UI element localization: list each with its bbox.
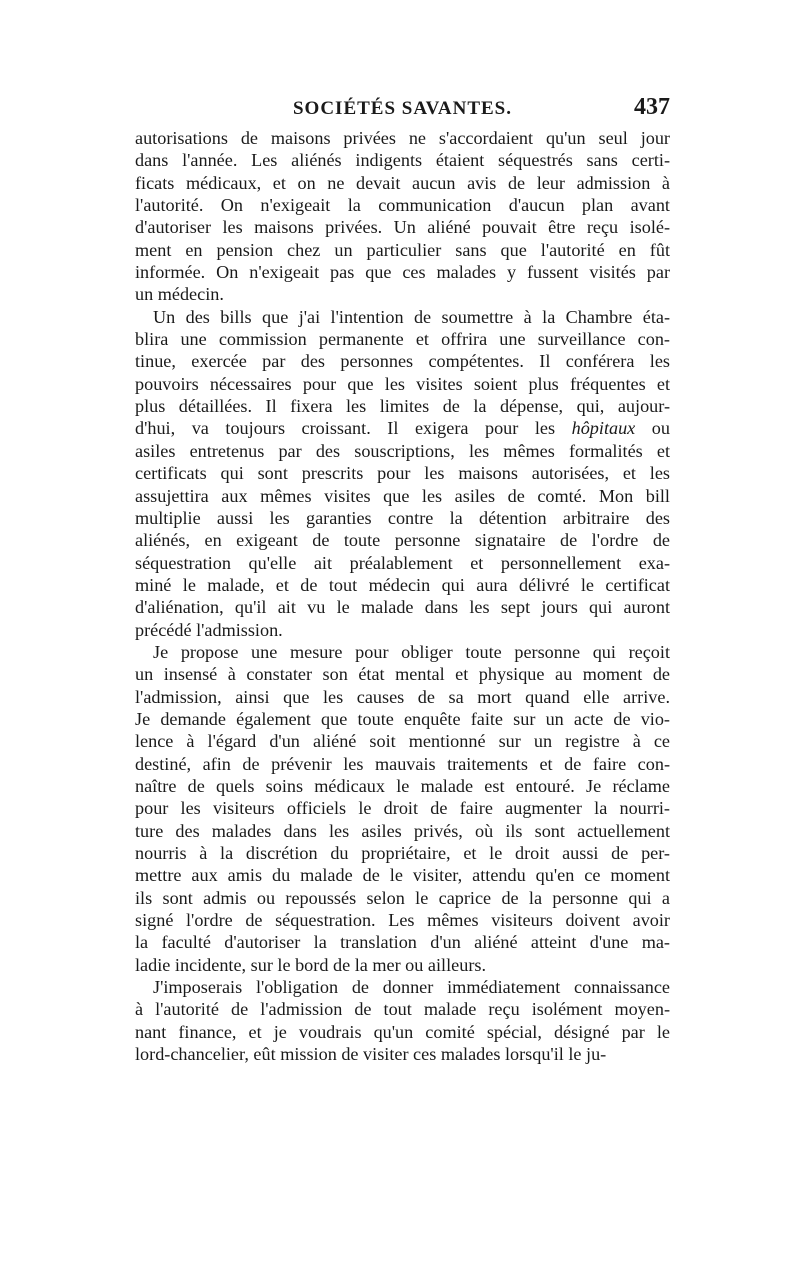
text-line: J'imposerais l'obligation de donner immédiatement connaissance bbox=[153, 977, 670, 998]
text-line: aliénés, en exigeant de toute personne signataire de l'ordre de bbox=[135, 530, 670, 551]
text-line: naître de quels soins médicaux le malade est entouré. Je réclame bbox=[135, 775, 670, 796]
running-head: SOCIÉTÉS SAVANTES. bbox=[292, 98, 512, 119]
page-header bbox=[135, 94, 670, 126]
text-line: certificats qui sont prescrits pour les maisons autorisées, et les bbox=[135, 463, 670, 484]
text-line: blira une commission permanente et offrira une surveillance con- bbox=[135, 329, 670, 350]
text-line: un insensé à constater son état mental et physique au moment de bbox=[135, 664, 670, 685]
text-line: lence à l'égard d'un aliéné soit mentionné sur un registre à ce bbox=[135, 731, 670, 752]
text-line: d'autoriser les maisons privées. Un aliéné pouvait être reçu isolé- bbox=[135, 217, 670, 238]
text-line: plus détaillées. Il fixera les limites de la dépense, qui, aujour- bbox=[135, 396, 670, 417]
text-line: Je demande également que toute enquête faite sur un acte de vio- bbox=[135, 708, 670, 729]
text-line: mettre aux amis du malade de le visiter, attendu qu'en ce moment bbox=[135, 865, 670, 886]
text-line: autorisations de maisons privées ne s'accordaient qu'un seul jour bbox=[135, 128, 670, 148]
text-line: d'hui, va toujours croissant. Il exigera pour les hôpitaux ou bbox=[135, 418, 670, 439]
paragraph bbox=[135, 306, 670, 641]
text-line: ture des malades dans les asiles privés, où ils sont actuellement bbox=[135, 820, 670, 841]
paragraph bbox=[135, 127, 670, 306]
text-line: ficats médicaux, et on ne devait aucun avis de leur admission à bbox=[135, 172, 670, 193]
text-line: multiplie aussi les garanties contre la détention arbitraire des bbox=[135, 507, 670, 528]
text-line: Un des bills que j'ai l'intention de soumettre à la Chambre éta- bbox=[153, 306, 670, 327]
text-line: nant finance, et je voudrais qu'un comité spécial, désigné par le bbox=[135, 1021, 670, 1042]
text-line: miné le malade, et de tout médecin qui aura délivré le certificat bbox=[135, 574, 670, 595]
text-line: un médecin. bbox=[135, 284, 224, 305]
text-line: Je propose une mesure pour obliger toute personne qui reçoit bbox=[153, 641, 670, 662]
text-line: d'aliénation, qu'il ait vu le malade dans les sept jours qui auront bbox=[135, 597, 670, 618]
text-line: destiné, afin de prévenir les mauvais traitements et de faire con- bbox=[135, 753, 670, 774]
text-line: nourris à la discrétion du propriétaire, et le droit aussi de per- bbox=[135, 843, 670, 863]
text-line: séquestration qu'elle ait préalablement et personnellement exa- bbox=[135, 552, 670, 573]
paragraph bbox=[135, 976, 670, 1065]
text-line: pouvoirs nécessaires pour que les visites soient plus fréquentes et bbox=[135, 373, 670, 394]
text-line: ment en pension chez un particulier sans que l'autorité en fût bbox=[135, 239, 670, 260]
text-line: l'autorité. On n'exigeait la communication d'aucun plan avant bbox=[135, 195, 670, 216]
paragraph bbox=[135, 641, 670, 976]
page-number: 437 bbox=[634, 94, 670, 120]
text-line: précédé l'admission. bbox=[135, 619, 283, 640]
text-line: assujettira aux mêmes visites que les asiles de comté. Mon bill bbox=[135, 485, 670, 506]
text-line: asiles entretenus par des souscriptions, les mêmes formalités et bbox=[135, 440, 670, 461]
text-line: à l'autorité de l'admission de tout malade reçu isolément moyen- bbox=[135, 999, 670, 1020]
text-line: ladie incidente, sur le bord de la mer ou ailleurs. bbox=[135, 954, 486, 975]
text-line: signé l'ordre de séquestration. Les mêmes visiteurs doivent avoir bbox=[135, 910, 670, 931]
text-line: pour les visiteurs officiels le droit de faire augmenter la nourri- bbox=[135, 798, 670, 819]
text-line: la faculté d'autoriser la translation d'un aliéné atteint d'une ma- bbox=[135, 932, 670, 953]
text-line: l'admission, ainsi que les causes de sa mort quand elle arrive. bbox=[135, 686, 670, 707]
body-text bbox=[135, 127, 670, 1065]
text-line: informée. On n'exigeait pas que ces malades y fussent visités par bbox=[135, 262, 670, 283]
text-line: ils sont admis ou repoussés selon le caprice de la personne qui a bbox=[135, 887, 670, 908]
text-line: tinue, exercée par des personnes compétentes. Il conférera les bbox=[135, 351, 670, 372]
text-line: lord-chancelier, eût mission de visiter ces malades lorsqu'il le ju- bbox=[135, 1044, 607, 1065]
text-line: dans l'année. Les aliénés indigents étaient séquestrés sans certi- bbox=[135, 150, 670, 171]
